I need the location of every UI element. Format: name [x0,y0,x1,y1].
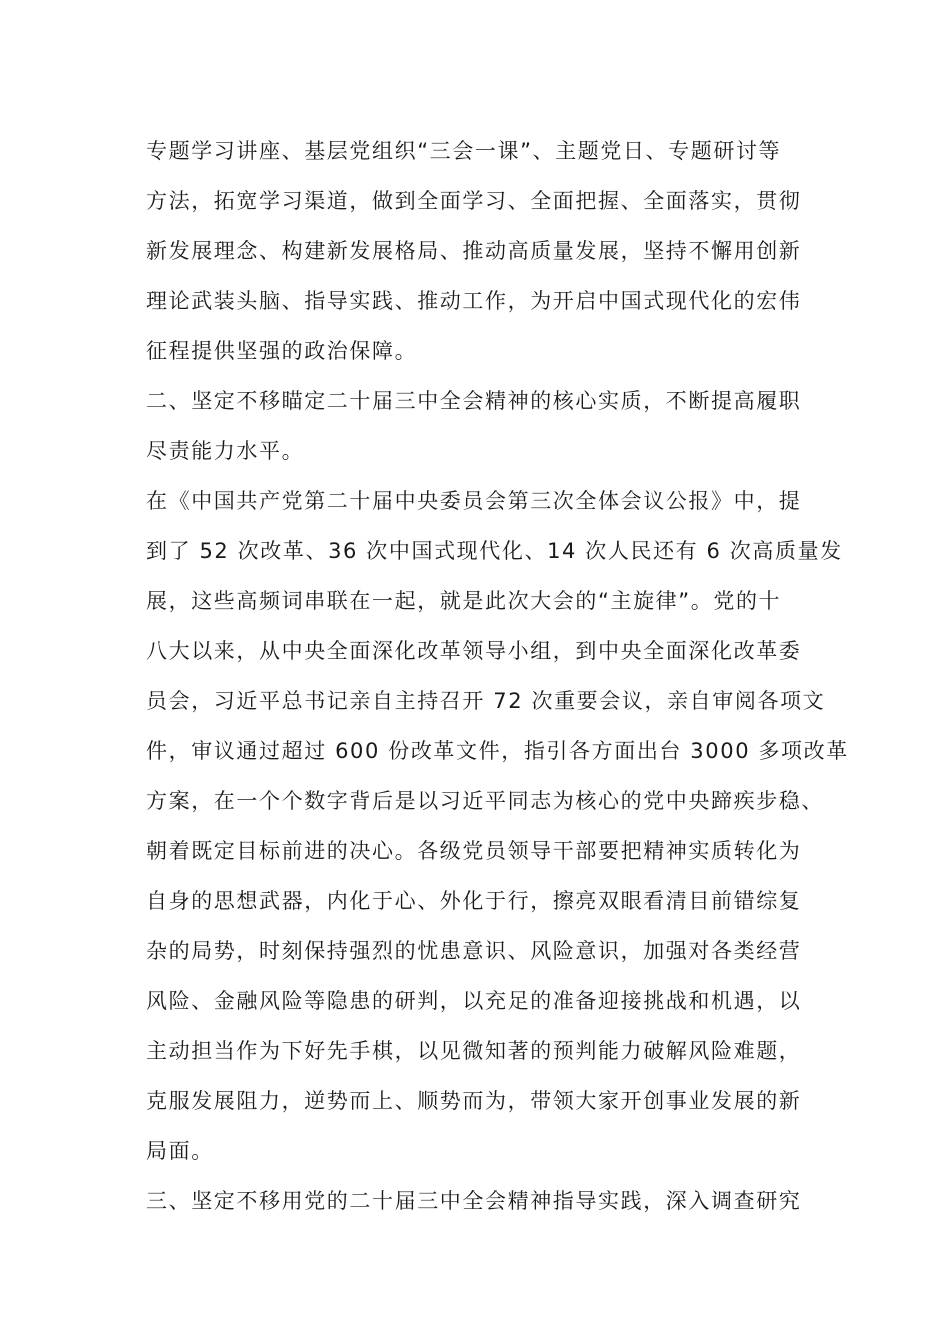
text-line: 理论武装头脑、指导实践、推动工作，为开启中国式现代化的宏伟 [146,289,802,313]
text-line: 展，这些高频词串联在一起，就是此次大会的“主旋律”。党的十 [146,589,782,613]
text-line: 杂的局势，时刻保持强烈的忧患意识、风险意识，加强对各类经营 [146,939,802,963]
text-line: 主动担当作为下好先手棋，以见微知著的预判能力破解风险难题， [146,1039,802,1063]
section-heading-3: 三、坚定不移用党的二十届三中全会精神指导实践，深入调查研究 [146,1189,802,1213]
text-line: 方法，拓宽学习渠道，做到全面学习、全面把握、全面落实，贯彻 [146,189,802,213]
text-line: 方案，在一个个数字背后是以习近平同志为核心的党中央蹄疾步稳、 [146,789,824,813]
section-heading-2-cont: 尽责能力水平。 [146,439,305,463]
text-line: 克服发展阻力，逆势而上、顺势而为，带领大家开创事业发展的新 [146,1089,802,1113]
text-line: 新发展理念、构建新发展格局、推动高质量发展，坚持不懈用创新 [146,239,802,263]
text-line: 到了 52 次改革、36 次中国式现代化、14 次人民还有 6 次高质量发 [146,539,843,563]
text-line: 八大以来，从中央全面深化改革领导小组，到中央全面深化改革委 [146,639,802,663]
section-heading-2: 二、坚定不移瞄定二十届三中全会精神的核心实质，不断提高履职 [146,389,802,413]
text-line: 专题学习讲座、基层党组织“三会一课”、主题党日、专题研讨等 [146,139,782,163]
text-line: 局面。 [146,1139,214,1163]
text-line: 员会，习近平总书记亲自主持召开 72 次重要会议，亲自审阅各项文 [146,689,826,713]
text-line: 征程提供坚强的政治保障。 [146,339,418,363]
text-line: 风险、金融风险等隐患的研判，以充足的准备迎接挑战和机遇，以 [146,989,802,1013]
text-line: 朝着既定目标前进的决心。各级党员领导干部要把精神实质转化为 [146,839,802,863]
text-line: 自身的思想武器，内化于心、外化于行，擦亮双眼看清目前错综复 [146,889,802,913]
text-line: 件，审议通过超过 600 份改革文件，指引各方面出台 3000 多项改革 [146,739,849,763]
text-line: 在《中国共产党第二十届中央委员会第三次全体会议公报》中，提 [146,489,802,513]
